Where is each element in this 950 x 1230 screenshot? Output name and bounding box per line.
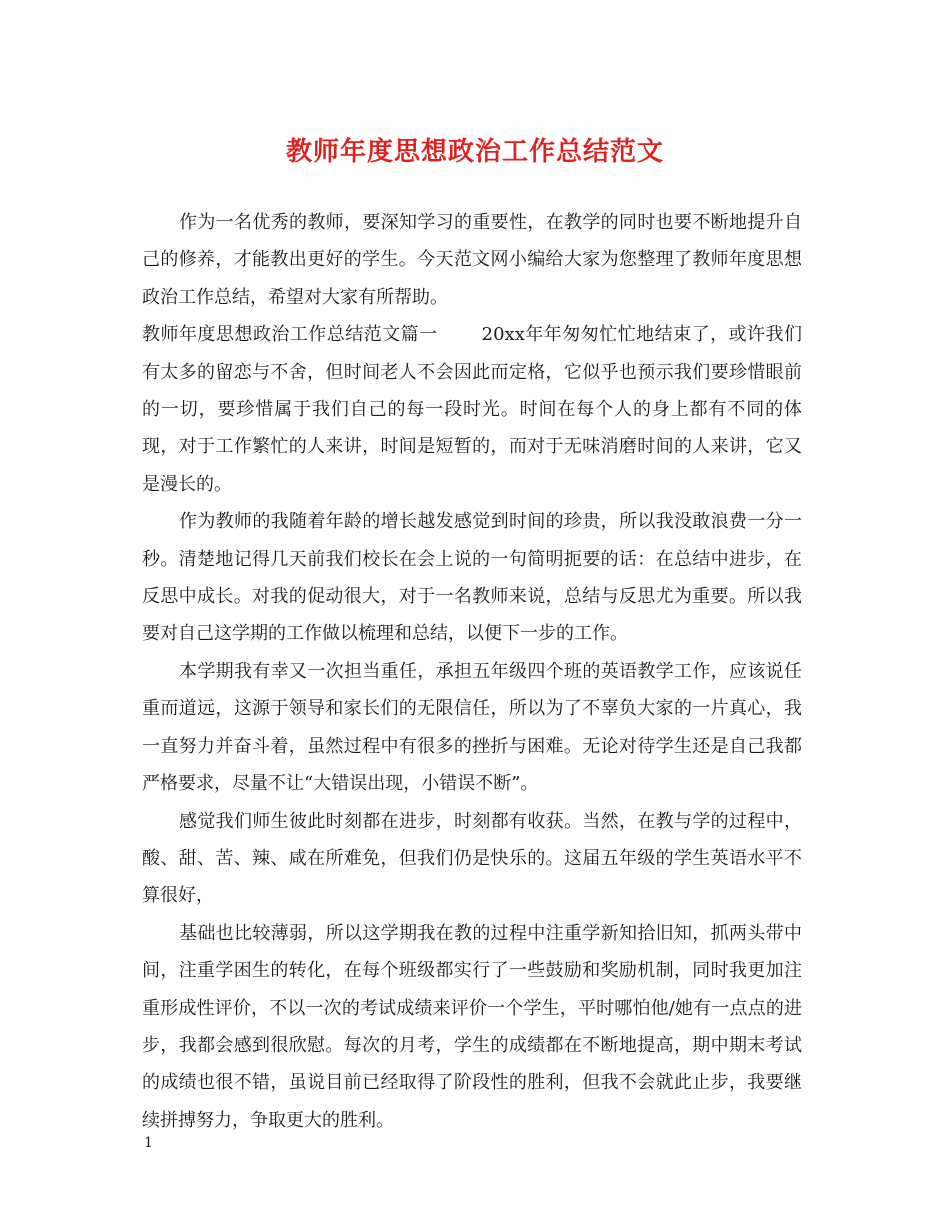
section-heading: 教师年度思想政治工作总结范文篇一 (142, 324, 438, 346)
page-number: 1 (144, 1135, 153, 1151)
section-intro-text: 20xx年年匆匆忙忙地结束了，或许我们有太多的留恋与不舍，但时间老人不会因此而定格，它似乎也预示我们要珍惜眼前的一切，要珍惜属于我们自己的每一段时光。时间在每个人的身上都有不同的体现，对于工作繁忙的人来讲，时间是短暂的，而对于无味消磨时间的人来讲，它又是漫长的。 (142, 324, 802, 495)
time-paragraph: 作为教师的我随着年龄的增长越发感觉到时间的珍贵，所以我没敢浪费一分一秒。清楚地记得几天前我们校长在会上说的一句简明扼要的话：在总结中进步，在反思中成长。对我的促动很大，对于一名教师来说，总结与反思尤为重要。所以我要对自己这学期的工作做以梳理和总结，以便下一步的工作。 (142, 511, 802, 645)
document-body (142, 204, 802, 1139)
progress-paragraph: 感觉我们师生彼此时刻都在进步，时刻都有收获。当然，在教与学的过程中，酸、甜、苦、辣、咸在所难免，但我们仍是快乐的。这届五年级的学生英语水平不算很好， (142, 810, 802, 907)
intro-paragraph: 作为一名优秀的教师，要深知学习的重要性，在教学的同时也要不断地提升自己的修养，才能教出更好的学生。今天范文网小编给大家为您整理了教师年度思想政治工作总结，希望对大家有所帮助。 (142, 212, 802, 308)
method-paragraph: 基础也比较薄弱，所以这学期我在教的过程中注重学新知拾旧知，抓两头带中间，注重学困生的转化，在每个班级都实行了一些鼓励和奖励机制，同时我更加注重形成性评价，不以一次的考试成绩来评价一个学生，平时哪怕他/她有一点点的进步，我都会感到很欣慰。每次的月考，学生的成绩都在不断地提高，期中期末考试的成绩也很不错，虽说目前已经取得了阶段性的胜利，但我不会就此止步，我要继续拼搏努力，争取更大的胜利。 (142, 922, 802, 1131)
section-paragraph (142, 316, 802, 503)
responsibility-paragraph: 本学期我有幸又一次担当重任，承担五年级四个班的英语教学工作，应该说任重而道远，这源于领导和家长们的无限信任，所以为了不辜负大家的一片真心，我一直努力并奋斗着，虽然过程中有很多的挫折与困难。无论对待学生还是自己我都严格要求，尽量不让“大错误出现，小错误不断”。 (142, 660, 802, 795)
document-title: 教师年度思想政治工作总结范文 (285, 137, 664, 167)
